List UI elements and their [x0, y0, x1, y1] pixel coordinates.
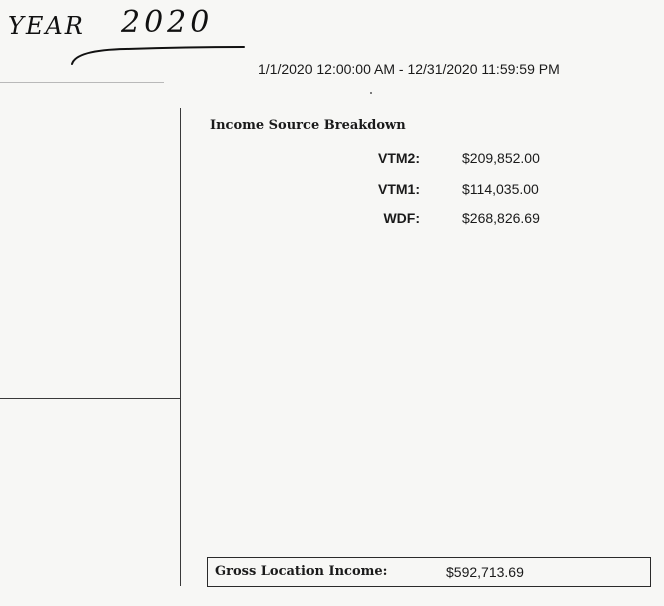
income-section-title: Income Source Breakdown	[210, 118, 406, 133]
income-row-vtm1	[0, 181, 664, 201]
income-source-value: $114,035.00	[462, 181, 539, 197]
speck	[370, 92, 372, 94]
income-source-label: VTM1:	[378, 181, 420, 197]
gross-income-value: $592,713.69	[446, 564, 524, 580]
income-row-vtm2	[0, 150, 664, 170]
income-source-value: $268,826.69	[462, 210, 540, 226]
handwritten-year-value: 2020	[121, 5, 214, 40]
income-row-wdf	[0, 210, 664, 230]
handwritten-underline	[6, 2, 266, 72]
income-source-label: VTM2:	[378, 150, 420, 166]
report-date-range: 1/1/2020 12:00:00 AM - 12/31/2020 11:59:59 PM	[258, 61, 560, 77]
gross-income-label: Gross Location Income:	[215, 564, 388, 579]
left-divider-middle	[0, 398, 180, 399]
handwritten-year-note	[6, 2, 266, 72]
vertical-divider	[180, 108, 181, 586]
handwritten-year-label: YEAR	[8, 12, 85, 40]
income-source-value: $209,852.00	[462, 150, 540, 166]
gross-income-box	[207, 557, 651, 587]
income-source-label: WDF:	[383, 210, 420, 226]
left-divider-top	[0, 82, 164, 83]
